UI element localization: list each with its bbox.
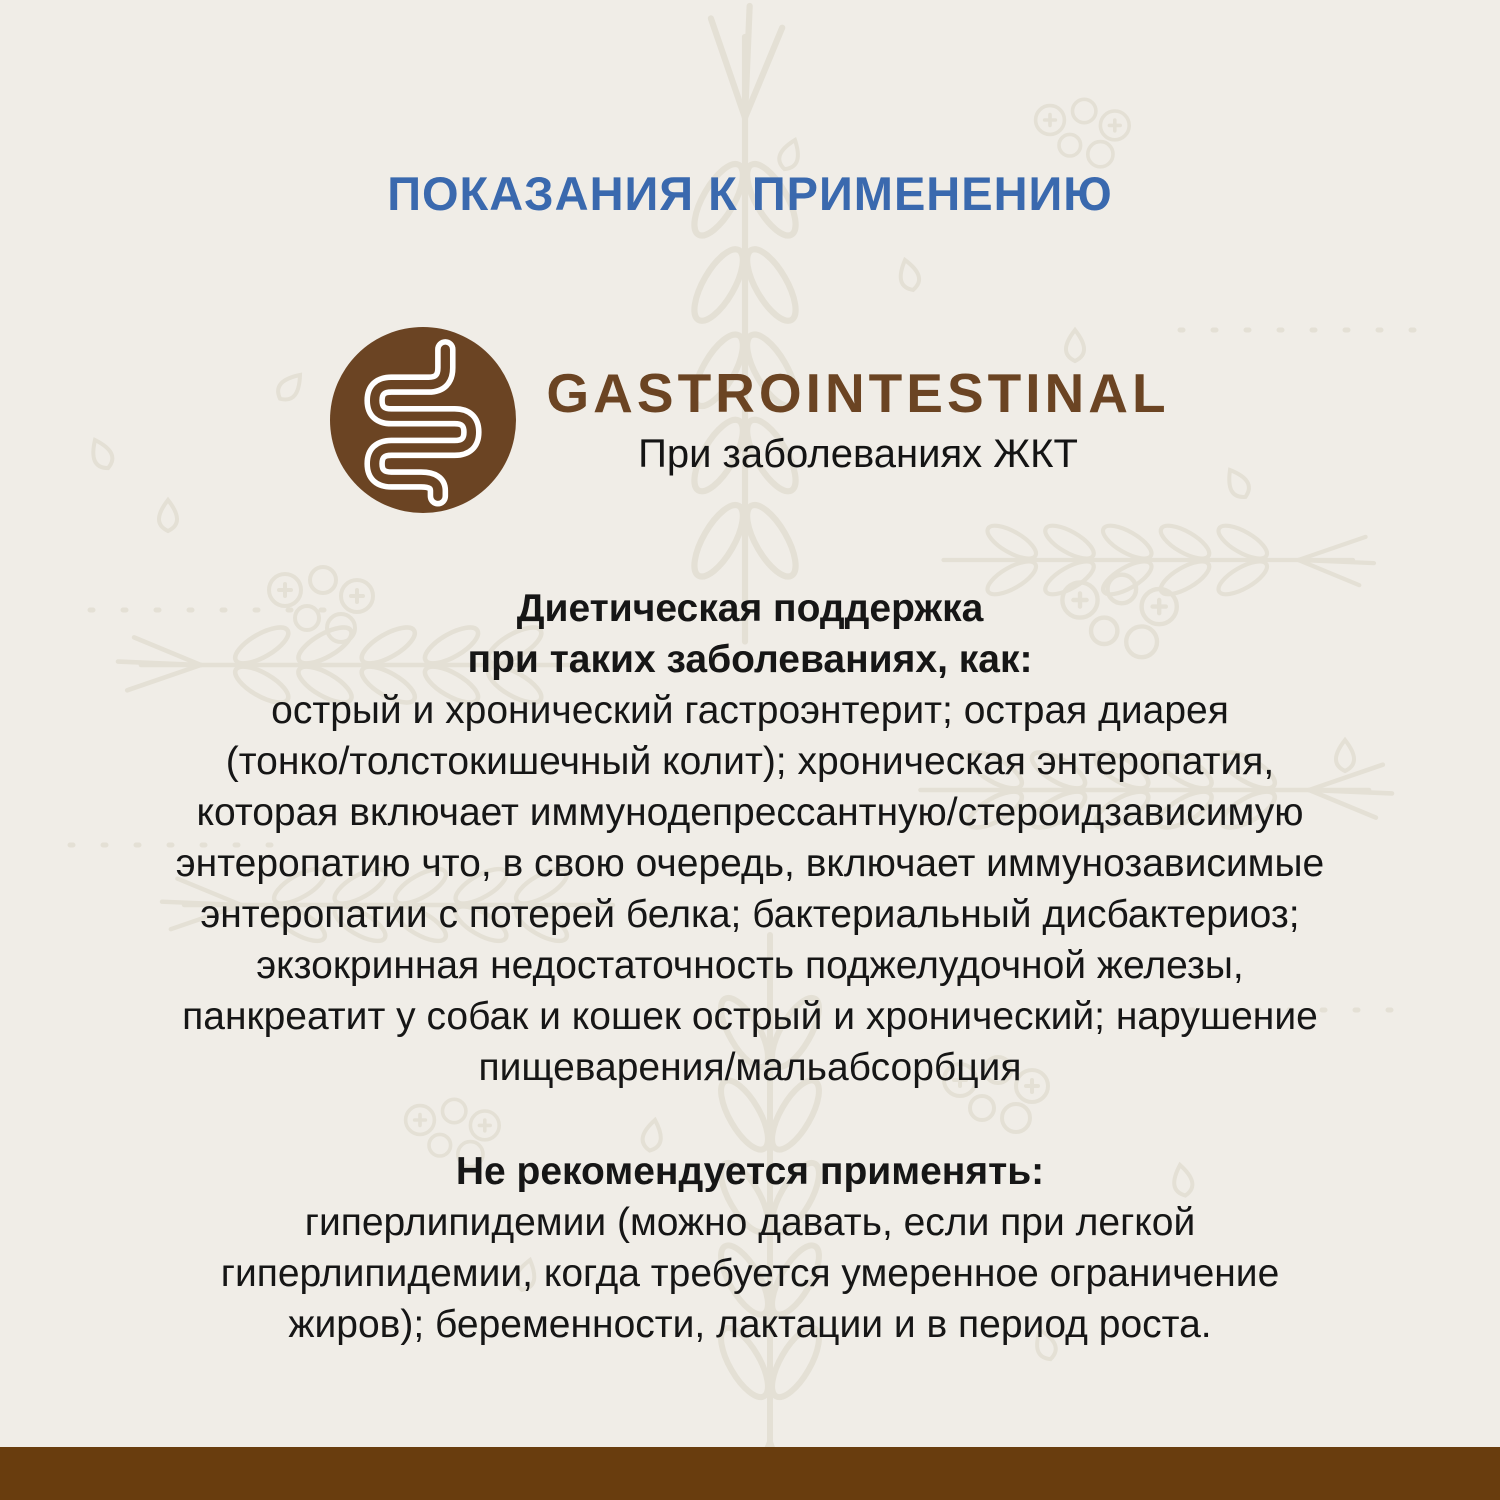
indication-line: которая включает иммунодепрессантную/стероидзависимую: [196, 791, 1304, 834]
contraindication-line: гиперлипидемии, когда требуется умеренное ограничение: [220, 1252, 1280, 1295]
product-text-block: [546, 363, 1169, 477]
intestine-icon: [330, 327, 516, 513]
footer-bar: [0, 1447, 1500, 1500]
indications-heading-line2: при таких заболеваниях, как:: [467, 638, 1033, 681]
indication-line: энтеропатии с потерей белка; бактериальный дисбактериоз;: [200, 893, 1300, 936]
indications-section: [0, 583, 1500, 1093]
contraindication-line: жиров); беременности, лактации и в период роста.: [288, 1303, 1212, 1346]
indication-line: панкреатит у собак и кошек острый и хронический; нарушение: [182, 995, 1318, 1038]
product-header: [0, 327, 1500, 513]
product-subtitle: При заболеваниях ЖКТ: [638, 431, 1078, 476]
contraindications-section: [0, 1146, 1500, 1350]
indications-heading-line1: Диетическая поддержка: [516, 587, 984, 630]
indication-line: экзокринная недостаточность поджелудочной железы,: [256, 944, 1244, 987]
indication-line: (тонко/толстокишечный колит); хроническая энтеропатия,: [225, 740, 1275, 783]
indication-line: острый и хронический гастроэнтерит; острая диарея: [271, 689, 1229, 732]
indication-line: пищеварения/мальабсорбция: [478, 1046, 1022, 1089]
contraindications-heading: Не рекомендуется применять:: [455, 1150, 1045, 1193]
indication-line: энтеропатию что, в свою очередь, включает иммунозависимые: [175, 842, 1325, 885]
contraindication-line: гиперлипидемии (можно давать, если при легкой: [304, 1201, 1196, 1244]
page-title: ПОКАЗАНИЯ К ПРИМЕНЕНИЮ: [387, 167, 1113, 220]
product-name: GASTROINTESTINAL: [546, 362, 1170, 425]
